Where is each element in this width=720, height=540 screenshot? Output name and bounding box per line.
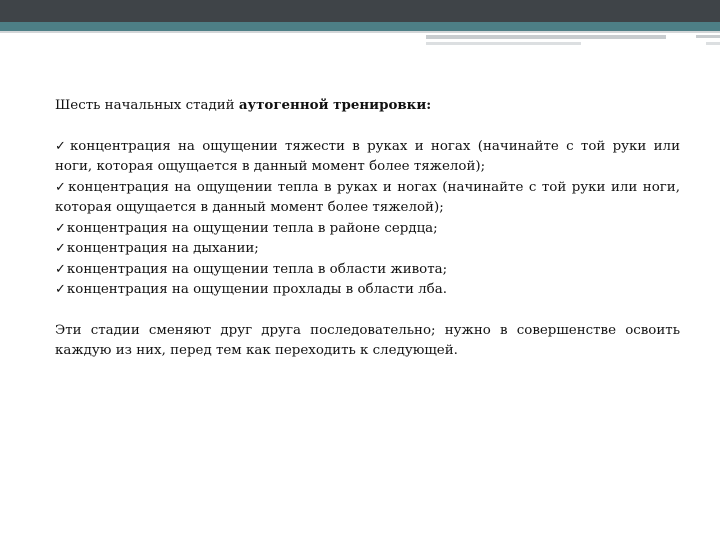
decorative-bar: [426, 42, 581, 45]
checkmark-icon: ✓: [55, 138, 69, 154]
list-item: [55, 219, 680, 240]
list-item: [55, 280, 680, 301]
checkmark-icon: ✓: [55, 220, 66, 236]
decorative-bar: [696, 35, 720, 38]
list-item-text: концентрация на дыхании;: [66, 241, 259, 256]
closing-paragraph: Эти стадии сменяют друг друга последовательно; нужно в совершенстве освоить каждую из них, перед тем как переходить к следующей.: [55, 322, 680, 358]
list-item-text: концентрация на ощущении тяжести в руках и ногах (начинайте с той руки или ноги, которая ощущается в данный момент более тяжелой);: [55, 138, 680, 174]
list-item: [55, 239, 680, 260]
list-item: [55, 260, 680, 281]
checkmark-icon: ✓: [55, 261, 66, 277]
header-divider: [0, 31, 720, 33]
decorative-bar: [706, 42, 720, 45]
decorative-bar: [426, 35, 666, 39]
heading-normal-text: Шесть начальных стадий: [55, 98, 239, 113]
list-item-text: концентрация на ощущении тепла в руках и ногах (начинайте с той руки или ноги, которая ощущается в данный момент более тяжелой);: [55, 179, 680, 215]
heading-bold-text: аутогенной тренировки:: [238, 97, 432, 113]
header-accent-line: [0, 22, 720, 31]
checkmark-icon: ✓: [55, 241, 66, 256]
list-item-text: концентрация на ощущении тепла в области живота;: [66, 261, 448, 277]
stages-list: [55, 137, 680, 301]
list-item: [55, 137, 680, 178]
checkmark-icon: ✓: [55, 282, 66, 297]
checkmark-icon: ✓: [55, 179, 68, 195]
list-item-text: концентрация на ощущении прохлады в области лба.: [66, 282, 447, 297]
list-item: [55, 178, 680, 219]
slide-heading: [55, 95, 680, 117]
header-band: [0, 0, 720, 22]
slide-content: [55, 95, 680, 362]
list-item-text: концентрация на ощущении тепла в районе сердца;: [66, 220, 438, 236]
